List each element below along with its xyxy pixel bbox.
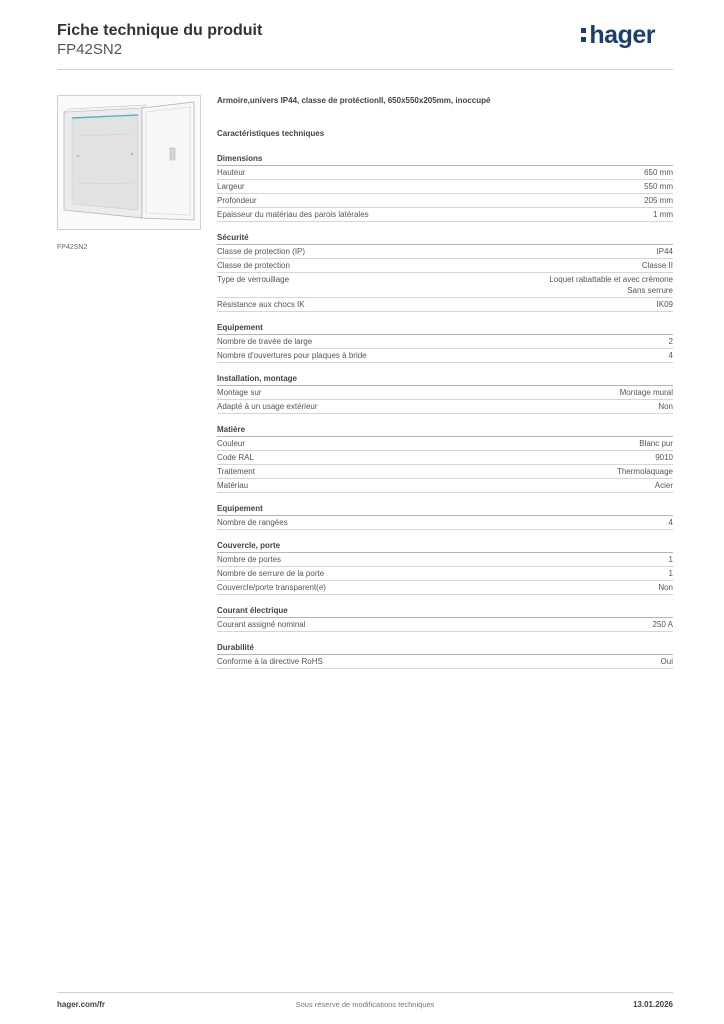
- spec-row: [217, 553, 673, 567]
- spec-section: [217, 322, 673, 363]
- spec-label: Courant assigné nominal: [217, 620, 306, 629]
- spec-section: [217, 424, 673, 493]
- spec-label: Conforme à la directive RoHS: [217, 657, 323, 666]
- spec-label: Nombre d'ouvertures pour plaques à bride: [217, 351, 367, 360]
- spec-section: [217, 503, 673, 530]
- spec-value: Loquet rabattable et avec crémone Sans serrure: [549, 275, 673, 295]
- spec-value: 1: [668, 555, 673, 564]
- product-image: [57, 95, 201, 230]
- product-reference: FP42SN2: [57, 41, 123, 58]
- spec-row: [217, 451, 673, 465]
- spec-value: 650 mm: [644, 168, 673, 177]
- spec-row: [217, 386, 673, 400]
- spec-row: [217, 618, 673, 632]
- spec-value: IK09: [656, 300, 673, 309]
- section-title: Matière: [217, 424, 673, 437]
- spec-label: Classe de protection: [217, 261, 290, 270]
- section-title: Durabilité: [217, 642, 673, 655]
- spec-row: [217, 298, 673, 312]
- spec-row: [217, 437, 673, 451]
- spec-value: 205 mm: [644, 196, 673, 205]
- spec-value: IP44: [656, 247, 673, 256]
- spec-label: Epaisseur du matériau des parois latérales: [217, 210, 369, 219]
- spec-section: [217, 642, 673, 669]
- spec-row: [217, 349, 673, 363]
- spec-value: Acier: [654, 481, 673, 490]
- spec-label: Couvercle/porte transparent(e): [217, 583, 326, 592]
- spec-value: Non: [658, 402, 673, 411]
- spec-row: [217, 581, 673, 595]
- section-title: Courant électrique: [217, 605, 673, 618]
- section-title: Couvercle, porte: [217, 540, 673, 553]
- spec-value: 250 A: [652, 620, 673, 629]
- section-title: Dimensions: [217, 153, 673, 166]
- spec-value: 1 mm: [653, 210, 673, 219]
- footer-website[interactable]: hager.com/fr: [57, 1000, 106, 1009]
- spec-row: [217, 180, 673, 194]
- spec-sections: [217, 153, 673, 669]
- spec-label: Largeur: [217, 182, 245, 191]
- spec-row: [217, 273, 673, 298]
- spec-row: [217, 479, 673, 493]
- section-title: Installation, montage: [217, 373, 673, 386]
- enclosure-illustration: [58, 96, 202, 231]
- spec-row: [217, 516, 673, 530]
- page-footer: [57, 992, 673, 1012]
- logo-colon-mark: [581, 28, 586, 42]
- spec-section: [217, 232, 673, 312]
- spec-label: Type de verrouillage: [217, 275, 290, 284]
- spec-label: Code RAL: [217, 453, 254, 462]
- spec-value: Montage mural: [619, 388, 673, 397]
- spec-label: Nombre de travée de large: [217, 337, 313, 346]
- spec-row: [217, 465, 673, 479]
- logo-text: hager: [589, 21, 655, 49]
- page-header: [57, 22, 673, 70]
- spec-value: 2: [668, 337, 673, 346]
- product-description: Armoire,univers IP44, classe de protéctionII, 650x550x205mm, inoccupé: [217, 96, 491, 105]
- spec-label: Couleur: [217, 439, 246, 448]
- spec-label: Profondeur: [217, 196, 257, 205]
- spec-value: 4: [668, 518, 673, 527]
- spec-content: [217, 96, 673, 669]
- spec-label: Nombre de serrure de la porte: [217, 569, 325, 578]
- section-title: Equipement: [217, 322, 673, 335]
- spec-label: Classe de protection (IP): [217, 247, 306, 256]
- spec-row: [217, 194, 673, 208]
- spec-row: [217, 166, 673, 180]
- spec-row: [217, 208, 673, 222]
- spec-value: Blanc pur: [639, 439, 673, 448]
- spec-value: Non: [658, 583, 673, 592]
- spec-value: 9010: [655, 453, 673, 462]
- spec-row: [217, 567, 673, 581]
- characteristics-heading: Caractéristiques techniques: [217, 129, 325, 138]
- spec-value: Oui: [660, 657, 673, 666]
- spec-label: Nombre de portes: [217, 555, 282, 564]
- spec-value: Classe II: [641, 261, 673, 270]
- section-title: Sécurité: [217, 232, 673, 245]
- document-title: Fiche technique du produit: [57, 22, 263, 39]
- footer-date: 13.01.2026: [632, 1000, 673, 1009]
- spec-section: [217, 153, 673, 222]
- spec-value: 1: [668, 569, 673, 578]
- spec-label: Résistance aux chocs IK: [217, 300, 305, 309]
- spec-row: [217, 655, 673, 669]
- spec-label: Montage sur: [217, 388, 262, 397]
- spec-label: Nombre de rangées: [217, 518, 288, 527]
- spec-row: [217, 245, 673, 259]
- spec-label: Traitement: [217, 467, 255, 476]
- hager-logo: [581, 22, 655, 48]
- spec-value: 550 mm: [644, 182, 673, 191]
- spec-value: Thermolaquage: [616, 467, 673, 476]
- spec-value: 4: [668, 351, 673, 360]
- product-image-caption: FP42SN2: [57, 244, 88, 251]
- spec-section: [217, 540, 673, 595]
- spec-label: Adapté à un usage extérieur: [217, 402, 318, 411]
- spec-row: [217, 259, 673, 273]
- spec-label: Hauteur: [217, 168, 246, 177]
- spec-section: [217, 605, 673, 632]
- spec-section: [217, 373, 673, 414]
- spec-label: Matériau: [217, 481, 249, 490]
- spec-row: [217, 400, 673, 414]
- section-title: Equipement: [217, 503, 673, 516]
- footer-notice: Sous réserve de modifications techniques: [295, 1000, 435, 1009]
- spec-row: [217, 335, 673, 349]
